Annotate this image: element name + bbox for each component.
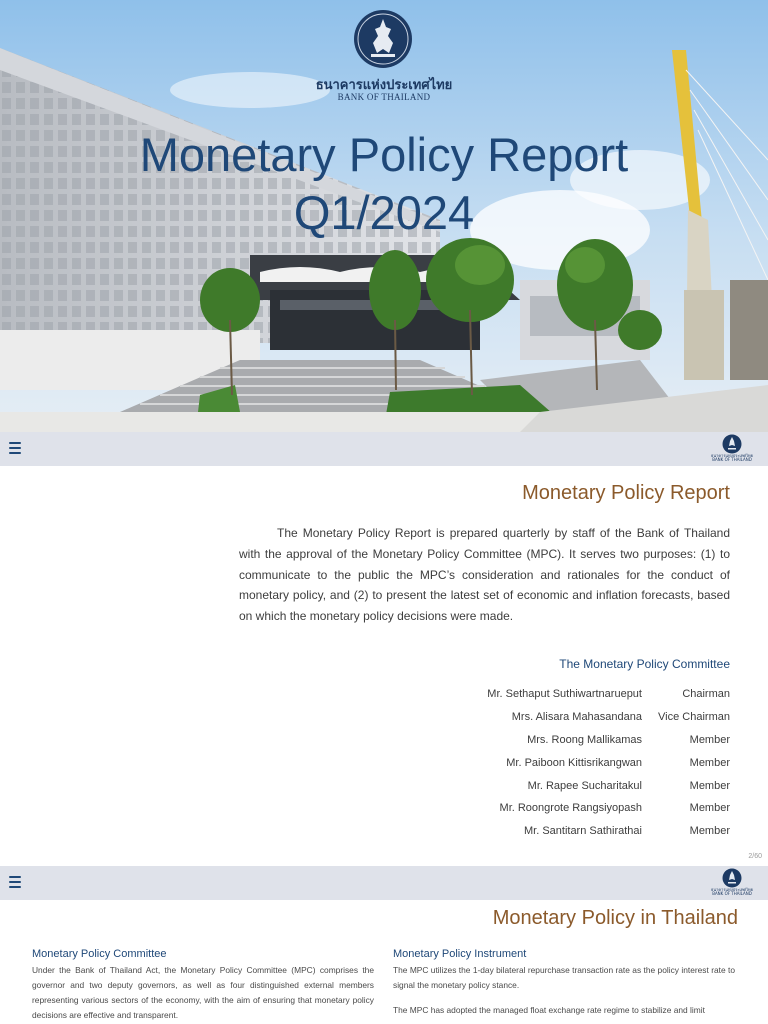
column-paragraph: Under the Bank of Thailand Act, the Monetary Policy Committee (MPC) comprises the governor and two deputy governors, as well as four distinguished external members representing various sectors of the economy, with the aim of ensuring that monetary policy decisions are effective and transparent. [32, 965, 374, 1020]
hamburger-menu-icon[interactable] [9, 442, 21, 454]
member-name: Mr. Roongrote Rangsiyopash [499, 802, 642, 815]
member-name: Mrs. Alisara Mahasandana [511, 711, 642, 724]
nav-logo-text-english: BANK OF THAILAND [712, 457, 752, 462]
section-heading: Monetary Policy in Thailand [492, 907, 738, 929]
member-role: Chairman [682, 688, 730, 701]
member-role: Vice Chairman [658, 711, 730, 724]
nav-logo-text-thai: ธนาคารแห่งประเทศไทย [710, 453, 754, 458]
committee-member-row [380, 797, 730, 820]
committee-member-row [380, 774, 730, 797]
page-number: 2/60 [748, 853, 762, 860]
member-role: Member [689, 756, 730, 769]
page-toolbar [0, 432, 768, 466]
committee-member-row [380, 683, 730, 706]
member-name: Mr. Santitarn Sathirathai [523, 825, 642, 838]
member-role: Member [689, 779, 730, 792]
instrument-column [393, 948, 735, 1018]
cover-page [0, 0, 768, 432]
member-role: Member [689, 825, 730, 838]
member-role: Member [689, 733, 730, 746]
nav-logo-text-english: BANK OF THAILAND [712, 891, 752, 896]
member-name: Mr. Sethaput Suthiwartnarueput [487, 688, 642, 701]
member-name: Mr. Paiboon Kittisrikangwan [506, 756, 642, 769]
report-description-paragraph: The Monetary Policy Report is prepared quarterly by staff of the Bank of Thailand with the approval of the Monetary Policy Committee (MPC). It serves two purposes: (1) to communicate to the public the MPC’s consideration and rationales for the conduct of monetary policy, and (2) to present the latest set of economic and inflation forecasts, based on which the monetary policy decisions were made. [239, 526, 730, 624]
nav-bank-logo [710, 434, 754, 464]
report-title-line-2: Q1/2024 [293, 186, 475, 239]
committee-member-row [380, 751, 730, 774]
committee-title: The Monetary Policy Committee [559, 657, 730, 671]
member-name: Mrs. Roong Mallikamas [527, 733, 642, 746]
section-heading: Monetary Policy Report [522, 482, 730, 504]
bank-of-thailand-seal-logo [353, 9, 413, 69]
committee-member-row [380, 729, 730, 752]
member-name: Mr. Rapee Sucharitakul [527, 779, 642, 792]
committee-member-row [380, 706, 730, 729]
hamburger-menu-icon[interactable] [9, 876, 21, 888]
committee-member-list [380, 683, 730, 843]
nav-logo-text-thai: ธนาคารแห่งประเทศไทย [710, 887, 754, 892]
cover-org-name-thai: ธนาคารแห่งประเทศไทย [315, 78, 453, 93]
page-toolbar [0, 866, 768, 900]
committee-member-row [380, 820, 730, 843]
report-title [0, 126, 768, 242]
bank-seal-icon [722, 434, 742, 454]
nav-bank-logo [710, 868, 754, 898]
column-title: Monetary Policy Instrument [393, 948, 527, 960]
bank-seal-icon [722, 868, 742, 888]
member-role: Member [689, 802, 730, 815]
column-paragraph: The MPC utilizes the 1-day bilateral repurchase transaction rate as the policy interest rate to signal the monetary policy stance. [393, 965, 735, 990]
report-title-line-1: Monetary Policy Report [139, 128, 629, 181]
column-paragraph: The MPC has adopted the managed float exchange rate regime to stabilize and limit [393, 1005, 705, 1015]
column-title: Monetary Policy Committee [32, 948, 167, 960]
cover-org-name-english: BANK OF THAILAND [337, 92, 431, 102]
mpc-column [32, 948, 374, 1023]
